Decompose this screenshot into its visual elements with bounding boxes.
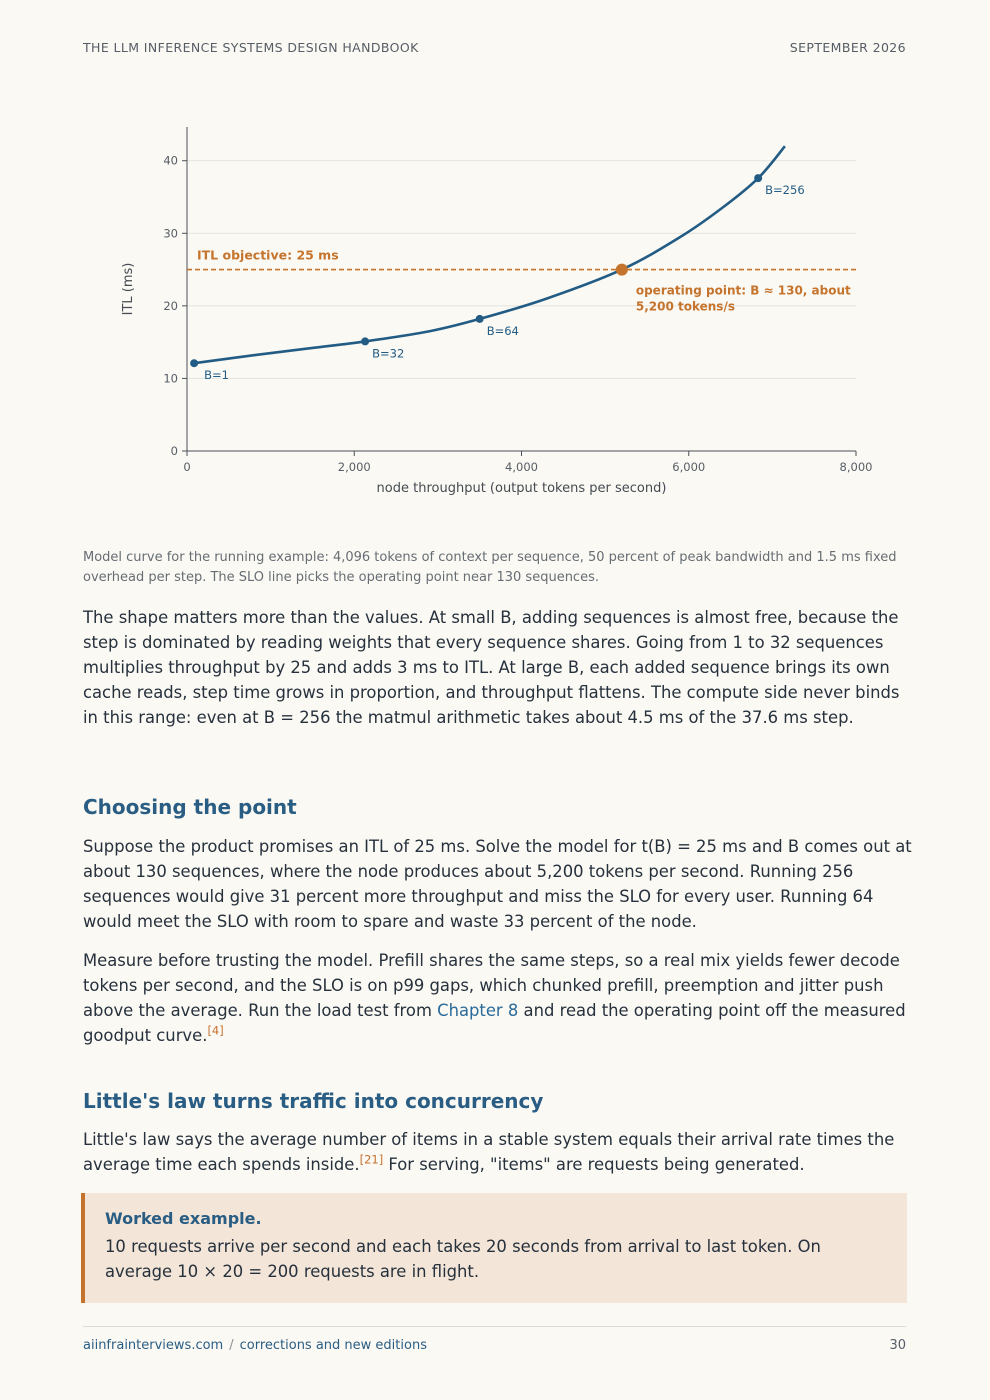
operating-point-marker [616,264,628,276]
body-paragraph: The shape matters more than the values. At small B, adding sequences is almost free, because the step is dominated by reading weights that every sequence shares. Going from 1 to 32 sequences multiplies throughput by 25 and adds 3 ms to ITL. At large B, each added sequence brings its own cache reads, step time grows in proportion, and throughput flattens. The compute side never binds in this range: even at B = 256 the matmul arithmetic takes about 4.5 ms of the 37.6 ms step. [83,608,900,727]
x-tick-label: 2,000 [337,460,371,474]
text-span: Measure before trusting the model. Prefill shares the same steps, so a real mix yields fewer decode tokens per second, and the SLO is on p99 gaps, which chunked prefill, preemption and jitter push above the average. Run the load test from [83,951,900,1020]
text-span: For serving, "items" are requests being generated. [383,1155,805,1174]
batch-point [476,315,484,323]
body-paragraph [83,948,913,1048]
batch-point-label: B=256 [765,183,805,198]
corrections-link[interactable]: corrections and new editions [239,1338,427,1353]
body-paragraph [83,1127,913,1177]
objective-label: ITL objective: 25 ms [197,247,339,263]
y-tick-label: 30 [163,226,178,241]
edition-date: SEPTEMBER 2026 [789,40,906,55]
batch-point-label: B=1 [204,368,229,383]
itl-throughput-chart [83,115,906,505]
site-link[interactable]: aiinfrainterviews.com [83,1338,224,1353]
chapter-link[interactable]: Chapter 8 [437,1001,519,1020]
y-tick-label: 10 [163,371,178,386]
section-heading: Little's law turns traffic into concurrency [83,1089,544,1113]
callout-text: 10 requests arrive per second and each takes 20 seconds from arrival to last token. On average 10 × 20 = 200 requests are in flight. [105,1237,821,1281]
book-title: THE LLM INFERENCE SYSTEMS DESIGN HANDBOOK [83,40,419,55]
citation-ref[interactable]: [21] [359,1152,384,1167]
text-span: Little's law says the average number of items in a stable system equals their arrival rate times the average time each spends inside. [83,1130,895,1174]
x-tick-label: 6,000 [672,460,706,474]
footer-separator: / [229,1338,234,1353]
batch-point [754,174,762,182]
footer-divider [83,1326,906,1327]
x-tick-label: 4,000 [505,460,538,474]
batch-point [361,337,369,345]
y-axis-label: ITL (ms) [121,262,136,316]
body-paragraph: Suppose the product promises an ITL of 25 ms. Solve the model for t(B) = 25 ms and B comes out at about 130 sequences, where the node produces about 5,200 tokens per second. Running 256 sequences would give 31 percent more throughput and miss the SLO for every user. Running 64 would meet the SLO with room to spare and waste 33 percent of the node. [83,837,912,931]
citation-ref[interactable]: [4] [207,1023,224,1038]
y-tick-label: 0 [170,444,178,458]
y-tick-label: 40 [163,153,178,168]
y-tick-label: 20 [163,298,178,313]
x-tick-label: 8,000 [839,460,873,474]
operating-point-label: 5,200 tokens/s [635,299,735,314]
running-header [83,40,906,58]
figure-caption: Model curve for the running example: 4,096 tokens of context per sequence, 50 percent of peak bandwidth and 1.5 ms fixed overhead per step. The SLO line picks the operating point near 130 sequences. [83,550,897,585]
text-span: and read the operating point off the measured goodput curve. [83,1001,906,1045]
batch-point [190,359,198,367]
x-tick-label: 0 [183,460,191,474]
section-heading: Choosing the point [83,795,297,819]
batch-point-label: B=64 [486,323,519,338]
operating-point-label: operating point: B ≈ 130, about [635,283,851,298]
callout-title: Worked example. [105,1209,262,1228]
batch-point-label: B=32 [372,346,405,361]
page-number: 30 [889,1338,906,1353]
worked-example-callout [81,1193,907,1303]
x-axis-label: node throughput (output tokens per second) [376,481,667,496]
